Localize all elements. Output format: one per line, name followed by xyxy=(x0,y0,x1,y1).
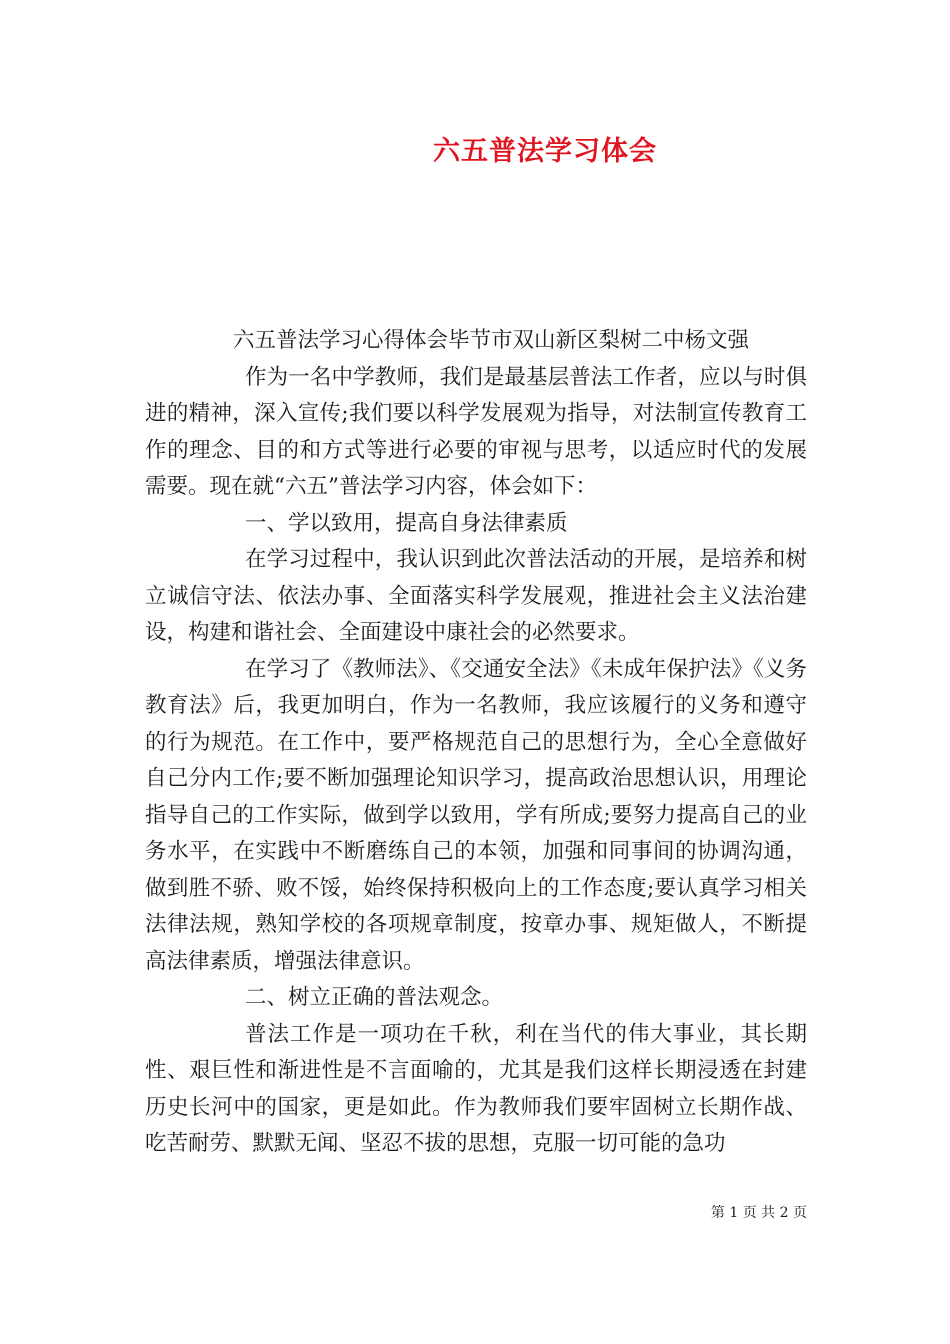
section-heading-2: 二、树立正确的普法观念。 xyxy=(245,985,504,1010)
page-number: 第 1 页 共 2 页 xyxy=(710,1205,807,1221)
paragraph-study-process: 在学习过程中，我认识到此次普法活动的开展，是培养和树立诚信守法、依法办事、全面落实科学发展观，推进社会主义法治建设，构建和谐社会、全面建设中康社会的必然要求。 xyxy=(145,547,807,645)
document-body xyxy=(145,323,807,1163)
paragraph-intro: 作为一名中学教师，我们是最基层普法工作者，应以与时俱进的精神，深入宣传;我们要以科学发展观为指导，对法制宣传教育工作的理念、目的和方式等进行必要的审视与思考，以适应时代的发展需要。现在就“六五”普法学习内容，体会如下： xyxy=(145,364,807,499)
paragraph-laws-studied: 在学习了《教师法》、《交通安全法》《未成年保护法》《义务教育法》后，我更加明白，作为一名教师，我应该履行的义务和遵守的行为规范。在工作中，要严格规范自己的思想行为，全心全意做好自己分内工作;要不断加强理论知识学习，提高政治思想认识，用理论指导自己的工作实际，做到学以致用，学有所成;要努力提高自己的业务水平，在实践中不断磨练自己的本领，加强和同事间的协调沟通，做到胜不骄、败不馁，始终保持积极向上的工作态度;要认真学习相关法律法规，熟知学校的各项规章制度，按章办事、规矩做人，不断提高法律素质，增强法律意识。 xyxy=(145,656,807,974)
section-heading-1: 一、学以致用，提高自身法律素质 xyxy=(245,510,568,536)
document-title: 六五普法学习体会 xyxy=(433,136,657,167)
author-line: 六五普法学习心得体会毕节市双山新区梨树二中杨文强 xyxy=(233,328,750,353)
paragraph-legal-concept: 普法工作是一项功在千秋，利在当代的伟大事业，其长期性、艰巨性和渐进性是不言面喻的，尤其是我们这样长期浸透在封建历史长河中的国家，更是如此。作为教师我们要牢固树立长期作战、吃苦耐劳、默默无闻、坚忍不拔的思想，克服一切可能的急功 xyxy=(145,1021,807,1156)
